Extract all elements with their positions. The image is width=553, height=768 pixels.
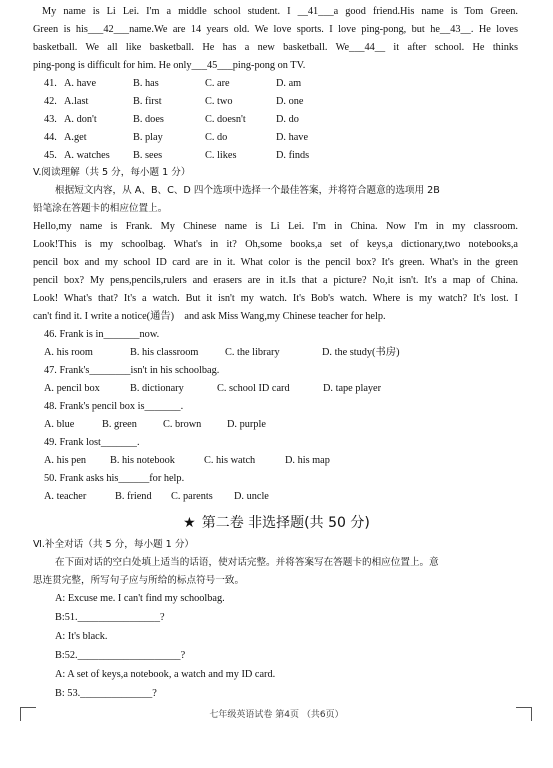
passage2-line: Hello,my name is Frank. My Chinese name is Li Lei. I'm in China. Now I'm in my classroom. [33, 221, 518, 232]
star-icon: ★ [183, 515, 196, 531]
option-d: D. one [276, 96, 304, 107]
option-b: B. sees [133, 150, 163, 161]
section-heading: Ⅵ.补全对话（共 5 分，每小题 1 分） [33, 539, 195, 550]
option-b: B. green [102, 419, 137, 430]
passage2-line: pencil box and my school ID card are in it. What color is the pencil box? It's green. What's in the green [33, 257, 518, 268]
option-a: A. blue [44, 419, 75, 430]
question-stem: 50. Frank asks his______for help. [44, 473, 185, 484]
question-number: 41. [44, 78, 57, 89]
passage2-line: Look!This is my schoolbag. What's in it? Oh,some books,a set of keys,a dictionary,two notebooks,a [33, 239, 518, 250]
option-b: B. does [133, 114, 164, 125]
passage1-line: Green is his___42___name.We are 14 years old. We love sports. I love ping-pong, but he__43__. He loves [33, 24, 518, 35]
dialogue-line: B:52.____________________? [55, 650, 186, 661]
question-stem: 47. Frank's________isn't in his schoolbag. [44, 365, 220, 376]
option-d: D. do [276, 114, 299, 125]
option-c: C. his watch [204, 455, 256, 466]
option-b: B. friend [115, 491, 152, 502]
option-d: D. am [276, 78, 302, 89]
section-instruction: 在下面对话的空白处填上适当的话语，使对话完整。并将答案写在答题卡的相应位置上。意 [55, 557, 439, 568]
option-b: B. dictionary [130, 383, 184, 394]
option-c: C. school ID card [217, 383, 290, 394]
option-c: C. are [205, 78, 230, 89]
section-heading: V.阅读理解（共 5 分，每小题 1 分） [33, 167, 191, 178]
question-number: 44. [44, 132, 57, 143]
option-a: A.get [64, 132, 87, 143]
option-c: C. likes [205, 150, 237, 161]
option-d: D. tape player [323, 383, 382, 394]
section-instruction: 铅笔涂在答题卡的相应位置上。 [33, 203, 168, 214]
option-d: D. finds [276, 150, 310, 161]
option-b: B. first [133, 96, 162, 107]
option-b: B. his classroom [130, 347, 199, 358]
passage1-line: My name is Li Lei. I'm a middle school student. I __41___a good friend.His name is Tom Green. [42, 6, 518, 17]
option-c: C. the library [225, 347, 280, 358]
part2-title-text: 第二卷 非选择题(共 50 分) [201, 515, 370, 531]
question-number: 42. [44, 96, 57, 107]
option-b: B. his notebook [110, 455, 175, 466]
option-d: D. his map [285, 455, 330, 466]
option-c: C. brown [163, 419, 202, 430]
option-c: C. doesn't [205, 114, 246, 125]
option-c: C. two [205, 96, 233, 107]
option-b: B. has [133, 78, 159, 89]
option-c: C. do [205, 132, 228, 143]
question-number: 43. [44, 114, 57, 125]
passage1-line: basketball. We all like basketball. He has a new basketball. We___44__ it after school. He thinks [33, 42, 518, 53]
dialogue-line: B:51.________________? [55, 612, 165, 623]
option-d: D. the study(书房) [322, 347, 400, 358]
option-a: A. his pen [44, 455, 87, 466]
option-a: A. his room [44, 347, 93, 358]
dialogue-line: A: Excuse me. I can't find my schoolbag. [55, 593, 225, 604]
option-a: A. don't [64, 114, 97, 125]
section-instruction: 根据短文内容，从 A、B、C、D 四个选项中选择一个最佳答案，并将符合题意的选项用 2B [55, 185, 440, 196]
option-a: A. have [64, 78, 97, 89]
passage2-line: Look! What's that? It's a watch. But it isn't my watch. It's Bob's watch. Where is my watch? It's lost. I [33, 293, 518, 304]
dialogue-line: A: A set of keys,a notebook, a watch and my ID card. [55, 669, 276, 680]
option-d: D. uncle [234, 491, 269, 502]
question-stem: 48. Frank's pencil box is_______. [44, 401, 184, 412]
question-number: 45. [44, 150, 57, 161]
dialogue-line: B: 53.______________? [55, 688, 157, 699]
passage2-line: can't find it. I write a notice(通告) and ask Miss Wang,my Chinese teacher for help. [33, 311, 386, 322]
section-instruction: 思连贯完整，所写句子应与所给的标点符号一致。 [33, 575, 245, 586]
option-c: C. parents [171, 491, 213, 502]
option-d: D. purple [227, 419, 266, 430]
option-d: D. have [276, 132, 309, 143]
part2-title [0, 515, 553, 531]
question-stem: 46. Frank is in_______now. [44, 329, 160, 340]
option-a: A.last [64, 96, 89, 107]
page-footer: 七年级英语试卷 第4页 （共6页） [209, 710, 344, 720]
option-a: A. watches [64, 150, 110, 161]
question-stem: 49. Frank lost_______. [44, 437, 140, 448]
passage2-line: pencil box? My pens,pencils,rulers and erasers are in it.Is that a picture? No,it isn't. It's a map of China. [33, 275, 518, 286]
option-a: A. teacher [44, 491, 87, 502]
option-b: B. play [133, 132, 163, 143]
passage1-line: ping-pong is difficult for him. He only___45___ping-pong on TV. [33, 60, 306, 71]
dialogue-line: A: It's black. [55, 631, 108, 642]
option-a: A. pencil box [44, 383, 100, 394]
